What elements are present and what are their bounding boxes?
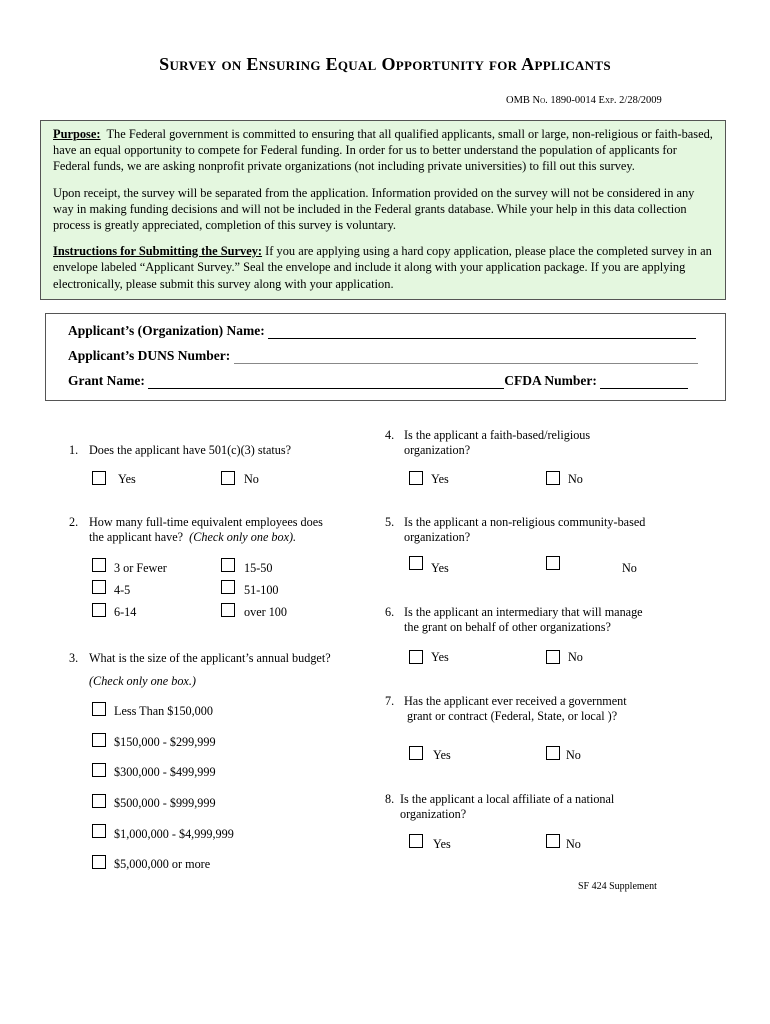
q5-no-label: No	[622, 561, 637, 575]
question-1-text: Does the applicant have 501(c)(3) status?	[89, 443, 292, 457]
question-5-text-line2: organization?	[404, 530, 471, 544]
q1-yes-checkbox[interactable]	[92, 471, 106, 485]
org-name-label: Applicant’s (Organization) Name:	[68, 323, 265, 338]
purpose-paragraph	[53, 126, 713, 175]
q2-3-or-fewer-label: 3 or Fewer	[114, 561, 167, 575]
question-4-text-line2: organization?	[404, 443, 471, 457]
q5-yes-label: Yes	[431, 561, 449, 575]
question-7-text: Has the applicant ever received a government	[404, 694, 627, 708]
question-2-text2: the applicant have?	[89, 530, 184, 544]
q4-no-checkbox[interactable]	[546, 471, 560, 485]
q2-6-14-checkbox[interactable]	[92, 603, 106, 617]
q8-no-label: No	[566, 837, 581, 851]
duns-row	[68, 348, 698, 364]
question-2-number: 2.	[69, 515, 79, 529]
q6-yes-checkbox[interactable]	[409, 650, 423, 664]
purpose-label: Purpose:	[53, 127, 101, 141]
org-name-row	[68, 323, 696, 339]
question-8-number: 8.	[385, 792, 395, 806]
org-name-field[interactable]	[268, 323, 696, 339]
cfda-label: CFDA Number:	[504, 373, 597, 388]
question-6-text: Is the applicant an intermediary that will manage	[404, 605, 643, 619]
question-2-text: How many full-time equivalent employees does	[89, 515, 323, 529]
q3-500k-999k-label: $500,000 - $999,999	[114, 796, 216, 810]
q2-3-or-fewer-checkbox[interactable]	[92, 558, 106, 572]
q1-no-checkbox[interactable]	[221, 471, 235, 485]
purpose-box	[40, 120, 726, 300]
question-4-number: 4.	[385, 428, 395, 442]
question-3-text: What is the size of the applicant’s annual budget?	[89, 651, 331, 665]
q5-no-checkbox[interactable]	[546, 556, 560, 570]
grant-name-label: Grant Name:	[68, 373, 145, 388]
q4-yes-label: Yes	[431, 472, 449, 486]
question-6-text-line2: the grant on behalf of other organizations?	[404, 620, 611, 634]
cfda-number-field[interactable]	[600, 373, 688, 389]
q1-yes-label: Yes	[118, 472, 136, 486]
question-7-number: 7.	[385, 694, 395, 708]
purpose-text: The Federal government is committed to ensuring that all qualified applicants, small or large, non-religious or faith-based, have an equal opportunity to compete for Federal funding. In order for us to better understand the population of applicants for Federal funds, we are asking nonprofit private organizations (not including private universities) to fill out this survey.	[53, 127, 713, 174]
q3-less-than-150k-checkbox[interactable]	[92, 702, 106, 716]
question-7-text-line2: grant or contract (Federal, State, or local )?	[407, 709, 618, 723]
q2-15-50-checkbox[interactable]	[221, 558, 235, 572]
q8-yes-checkbox[interactable]	[409, 834, 423, 848]
q3-500k-999k-checkbox[interactable]	[92, 794, 106, 808]
q3-5m-or-more-label: $5,000,000 or more	[114, 857, 211, 871]
question-3-hint: (Check only one box.)	[89, 674, 196, 688]
q3-less-than-150k-label: Less Than $150,000	[114, 704, 213, 718]
form-id-footer: SF 424 Supplement	[578, 881, 657, 892]
question-2-text-line2	[89, 530, 296, 545]
q2-over-100-checkbox[interactable]	[221, 603, 235, 617]
question-2-hint: (Check only one box).	[189, 530, 297, 544]
q7-yes-checkbox[interactable]	[409, 746, 423, 760]
instructions-paragraph	[53, 243, 713, 292]
q5-yes-checkbox[interactable]	[409, 556, 423, 570]
question-3-number: 3.	[69, 651, 79, 665]
q3-150k-299k-label: $150,000 - $299,999	[114, 735, 216, 749]
q2-51-100-checkbox[interactable]	[221, 580, 235, 594]
q2-51-100-label: 51-100	[244, 583, 279, 597]
q2-6-14-label: 6-14	[114, 605, 137, 619]
instructions-text: If you are applying using a hard copy application, please place the completed survey in an envelope labeled “Applicant Survey.” Seal the envelope and include it along with your application package. If you are applying electronically, please submit this survey along with your application.	[53, 244, 712, 291]
q7-no-checkbox[interactable]	[546, 746, 560, 760]
grant-row	[68, 373, 688, 389]
q7-no-label: No	[566, 748, 581, 762]
q4-no-label: No	[568, 472, 583, 486]
omb-number: OMB No. 1890-0014 Exp. 2/28/2009	[506, 95, 662, 106]
q3-1m-4.9m-label: $1,000,000 - $4,999,999	[114, 827, 234, 841]
q2-15-50-label: 15-50	[244, 561, 273, 575]
q1-no-label: No	[244, 472, 259, 486]
q6-yes-label: Yes	[431, 650, 449, 664]
q3-150k-299k-checkbox[interactable]	[92, 733, 106, 747]
q8-no-checkbox[interactable]	[546, 834, 560, 848]
question-8-text: Is the applicant a local affiliate of a national	[400, 792, 615, 806]
q2-4-5-checkbox[interactable]	[92, 580, 106, 594]
grant-name-field[interactable]	[148, 373, 504, 389]
q6-no-label: No	[568, 650, 583, 664]
q6-no-checkbox[interactable]	[546, 650, 560, 664]
duns-label: Applicant’s DUNS Number:	[68, 348, 231, 363]
q2-4-5-label: 4-5	[114, 583, 131, 597]
question-4-text: Is the applicant a faith-based/religious	[404, 428, 591, 442]
q3-300k-499k-label: $300,000 - $499,999	[114, 765, 216, 779]
q3-300k-499k-checkbox[interactable]	[92, 763, 106, 777]
question-5-text: Is the applicant a non-religious community-based	[404, 515, 646, 529]
duns-field[interactable]	[234, 348, 698, 364]
q3-1m-4.9m-checkbox[interactable]	[92, 824, 106, 838]
instructions-label: Instructions for Submitting the Survey:	[53, 244, 263, 259]
question-8-text-line2: organization?	[400, 807, 467, 821]
q3-5m-or-more-checkbox[interactable]	[92, 855, 106, 869]
q2-over-100-label: over 100	[244, 605, 287, 619]
question-6-number: 6.	[385, 605, 395, 619]
q8-yes-label: Yes	[433, 837, 451, 851]
page-title: Survey on Ensuring Equal Opportunity for Applicants	[159, 54, 611, 74]
purpose-paragraph-2: Upon receipt, the survey will be separated from the application. Information provided on the survey will not be considered in any way in making funding decisions and will not be included in the Federal grants database. While your help in this data collection process is greatly appreciated, completion of this survey is voluntary.	[53, 185, 695, 233]
q7-yes-label: Yes	[433, 748, 451, 762]
question-1-number: 1.	[69, 443, 79, 457]
q4-yes-checkbox[interactable]	[409, 471, 423, 485]
question-5-number: 5.	[385, 515, 395, 529]
